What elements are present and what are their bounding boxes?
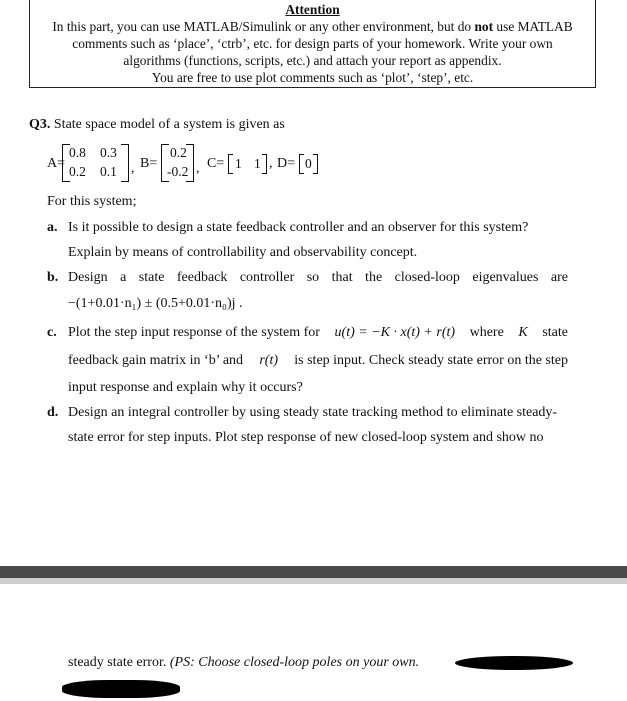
part-a-label: a. [47,220,58,235]
attention-line-1-text-b: use MATLAB [493,19,573,34]
part-a-line-1: Is it possible to design a state feedback controller and an observer for this system? [68,220,529,235]
attention-line-2: comments such as ‘place’, ‘ctrb’, etc. for design parts of your homework. Write your own [72,36,553,51]
matrix-b-cell: -0.2 [167,164,189,179]
part-d-continued-text: steady state error. [68,655,170,670]
matrix-c-label: C= [207,156,225,171]
page-break-shadow [0,578,627,584]
part-c-text: where [469,325,504,340]
redaction-mark [455,656,573,670]
part-b-line-1: Design a state feedback controller so that the closed-loop eigenvalues are [68,270,568,285]
matrix-d-label: D= [277,156,296,171]
matrix-a-cell: 0.8 [69,145,86,160]
attention-line-4: You are free to use plot comments such as ‘plot’, ‘step’, etc. [151,70,474,85]
comma: , [269,156,273,171]
page-break-bar [0,566,627,578]
part-c-text: state [542,325,568,340]
matrix-c-cell: 1 [235,156,242,171]
attention-line-3: algorithms (functions, scripts, etc.) and attach your report as appendix. [123,53,502,68]
part-a-line-2: Explain by means of controllability and observability concept. [68,245,418,260]
for-this-system: For this system; [47,194,137,209]
redaction-mark [62,680,180,698]
matrix-a-cell: 0.2 [69,164,86,179]
part-d-line-2: state error for step inputs. Plot step response of new closed-loop system and show no [68,430,544,445]
attention-line-1-bold: not [474,19,494,34]
question-intro: State space model of a system is given as [50,117,285,132]
matrix-c-left-bracket [228,154,233,174]
part-c-control-law: u(t) = −K · x(t) + r(t) [334,325,456,340]
matrix-b-label: B= [140,156,158,171]
part-c-gain-symbol: K [518,325,528,340]
attention-line-1 [30,18,595,35]
part-d-continued [68,655,419,671]
matrix-a-cell: 0.3 [100,145,117,160]
matrix-d-left-bracket [299,154,304,174]
part-c-text: Plot the step input response of the system for [68,325,320,340]
question-number: Q3. [29,117,51,132]
part-c-line-3: input response and explain why it occurs? [68,380,303,395]
part-c-line-1 [68,325,568,341]
matrix-a-cell: 0.1 [100,164,117,179]
attention-box [29,0,596,88]
matrix-d-cell: 0 [305,156,312,171]
ps-note: (PS: Choose closed-loop poles on your own. [169,655,420,670]
part-c-reference-symbol: r(t) [259,353,278,368]
matrix-b-right-bracket [186,144,194,182]
part-d-label: d. [47,405,59,420]
question-heading [29,117,285,133]
part-b-label: b. [47,270,59,285]
part-c-label: c. [47,325,57,340]
part-c-text: feedback gain matrix in ‘b’ and [68,353,244,368]
comma: , [131,161,135,176]
matrix-b-cell: 0.2 [170,145,187,160]
part-d-line-1: Design an integral controller by using steady state tracking method to eliminate steady- [68,405,558,420]
attention-title: Attention [285,2,340,17]
matrix-c-cell: 1 [254,156,261,171]
matrix-d-right-bracket [313,154,318,174]
part-b-eigenvalues: −(1+0.01·n₁) ± (0.5+0.01·n₀)j . [68,296,243,311]
comma: , [196,161,200,176]
matrix-c-right-bracket [262,154,267,174]
matrix-a-right-bracket [121,144,129,182]
attention-line-1-text-a: In this part, you can use MATLAB/Simulink or any other environment, but do [52,19,475,34]
part-c-line-2 [68,353,568,369]
part-c-text: is step input. Check steady state error on the step [294,353,568,368]
matrix-a-label: A= [47,156,66,171]
